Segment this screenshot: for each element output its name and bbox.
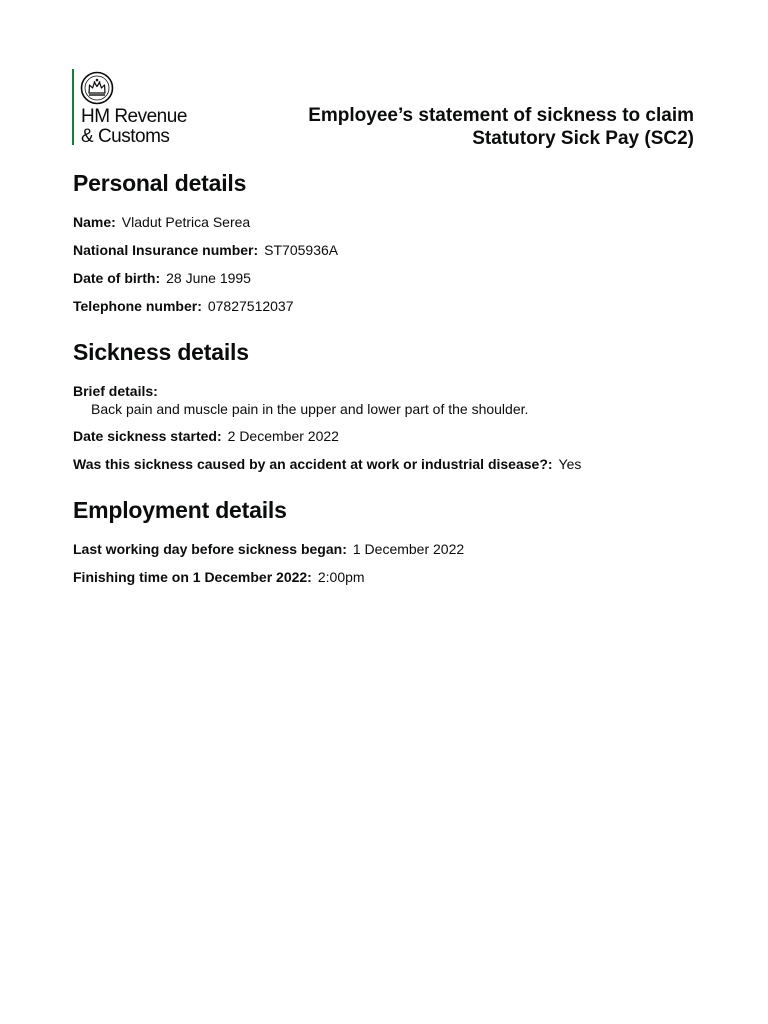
brief-details-field (73, 382, 528, 418)
name-field (73, 213, 250, 231)
ni-number-field (73, 241, 338, 259)
hmrc-logo (72, 69, 222, 145)
name-label: Name: (73, 214, 116, 230)
personal-details-heading: Personal details (73, 170, 247, 196)
accident-at-work-value: Yes (558, 456, 582, 472)
logo-line-2: & Customs (81, 126, 170, 147)
finishing-time-field (73, 568, 365, 586)
finishing-time-label: Finishing time on 1 December 2022: (73, 569, 312, 585)
document-title (254, 104, 694, 150)
telephone-label: Telephone number: (73, 298, 202, 314)
brief-details-value: Back pain and muscle pain in the upper and lower part of the shoulder. (91, 401, 529, 417)
crown-crest-icon (80, 71, 114, 105)
telephone-value: 07827512037 (207, 298, 294, 314)
sickness-details-heading: Sickness details (73, 339, 249, 365)
date-of-birth-label: Date of birth: (73, 270, 161, 286)
last-working-day-label: Last working day before sickness began: (73, 541, 347, 557)
ni-number-value: ST705936A (264, 242, 339, 258)
date-of-birth-value: 28 June 1995 (166, 270, 251, 286)
logo-line-1: HM Revenue (81, 106, 187, 127)
logo-brand-bar (72, 69, 74, 145)
finishing-time-value: 2:00pm (317, 569, 365, 585)
date-sickness-started-value: 2 December 2022 (227, 428, 339, 444)
ni-number-label: National Insurance number: (73, 242, 259, 258)
name-value: Vladut Petrica Serea (121, 214, 251, 230)
date-sickness-started-field (73, 427, 339, 445)
last-working-day-value: 1 December 2022 (352, 541, 465, 557)
document-title-line-1: Employee’s statement of sickness to claim (308, 105, 694, 126)
logo-wordmark (81, 107, 187, 147)
telephone-field (73, 297, 294, 315)
brief-details-label: Brief details: (73, 383, 158, 399)
date-of-birth-field (73, 269, 251, 287)
last-working-day-field (73, 540, 464, 558)
employment-details-heading: Employment details (73, 497, 287, 523)
accident-at-work-label: Was this sickness caused by an accident at work or industrial disease?: (73, 456, 553, 472)
document-title-line-2: Statutory Sick Pay (SC2) (472, 128, 694, 149)
date-sickness-started-label: Date sickness started: (73, 428, 222, 444)
accident-at-work-field (73, 455, 581, 473)
